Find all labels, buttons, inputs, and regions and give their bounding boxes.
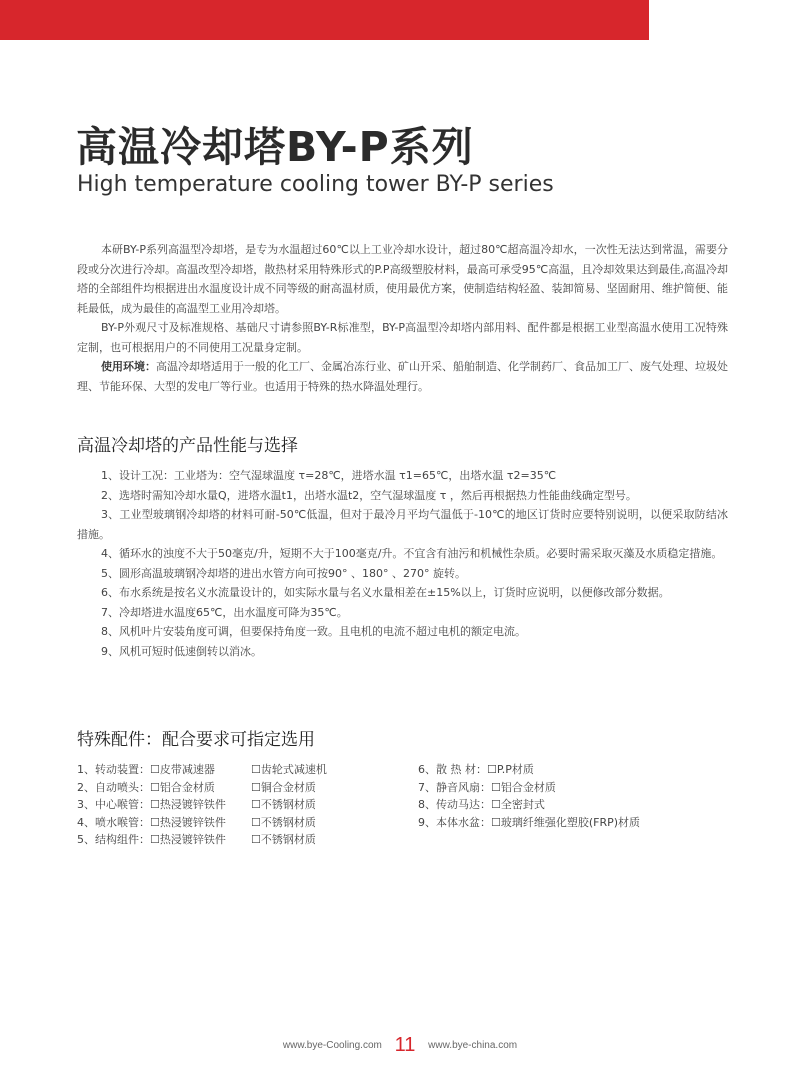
list-item: 2、选塔时需知冷却水量Q，进塔水温t1，出塔水温t2，空气湿球温度 τ ，然后再根据热力性能曲线确定型号。 <box>101 488 637 502</box>
section-title-performance: 高温冷却塔的产品性能与选择 <box>77 436 298 456</box>
accessory-option: 5、结构组件：☐热浸镀锌铁件 <box>77 833 226 846</box>
intro-paragraph: BY-P外观尺寸及标准规格、基础尺寸请参照BY-R标准型，BY-P高温型冷却塔内部用料、配件都是根据工业型高温水使用工况特殊定制，也可根据用户的不同使用工况量身定制。 <box>77 321 728 354</box>
accessory-option: ☐不锈钢材质 <box>251 833 316 846</box>
list-item: 6、散 热 材：☐P.P材质 <box>418 763 534 776</box>
list-item <box>77 831 397 849</box>
accessory-option: ☐不锈钢材质 <box>251 815 316 829</box>
footer-website-left[interactable]: www.bye-Cooling.com <box>282 1040 382 1051</box>
list-item <box>77 779 397 797</box>
accessory-option: 4、喷水喉管：☐热浸镀锌铁件 <box>77 815 226 829</box>
list-item <box>77 796 397 814</box>
list-item: 7、静音风扇：☐铝合金材质 <box>418 780 556 794</box>
intro-section <box>77 240 728 396</box>
page-title: 高温冷却塔BY-P系列 <box>76 123 474 171</box>
accessory-option: ☐不锈钢材质 <box>251 798 316 811</box>
list-item: 9、风机可短时低速倒转以消冰。 <box>101 644 262 658</box>
accessories-list-right <box>418 761 748 831</box>
accessory-option: ☐齿轮式减速机 <box>251 763 327 776</box>
page-footer <box>0 1034 800 1057</box>
accessories-list-left <box>77 761 397 849</box>
intro-paragraph: 本研BY-P系列高温型冷却塔，是专为水温超过60℃以上工业冷却水设计，超过80℃超高温冷却水，一次性无法达到常温，需要分段或分次进行冷却。高温改型冷却塔，散热材采用特殊形式的P.P高级塑胶材料，最高可承受95℃高温，且冷却效果达到最佳,高温冷却塔的全部组件均根据进出水温度设计成不同等级的耐高温材质，使用最优方案，使制造结构轻盈、装卸简易、坚固耐用、维护简便、能耗最低，成为最佳的高温型工业用冷却塔。 <box>77 243 728 315</box>
list-item: 5、圆形高温玻璃钢冷却塔的进出水管方向可按90° 、180° 、270° 旋转。 <box>101 566 466 580</box>
list-item: 1、设计工况：工业塔为：空气湿球温度 τ=28℃，进塔水温 τ1=65℃，出塔水温 τ2=35℃ <box>101 469 557 482</box>
list-item: 8、传动马达：☐全密封式 <box>418 798 545 811</box>
accessory-option: 2、自动喷头：☐铝合金材质 <box>77 780 215 794</box>
list-item: 8、风机叶片安装角度可调，但要保持角度一致。且电机的电流不超过电机的额定电流。 <box>101 625 526 638</box>
usage-label: 使用环境： <box>101 360 156 373</box>
footer-website-right[interactable]: www.bye-china.com <box>428 1040 518 1051</box>
list-item: 9、本体水盆：☐玻璃纤维强化塑胶(FRP)材质 <box>418 815 641 829</box>
section-title-accessories: 特殊配件：配合要求可指定选用 <box>77 730 315 750</box>
performance-list <box>77 466 728 661</box>
list-item: 4、循环水的浊度不大于50毫克/升，短期不大于100毫克/升。不宜含有油污和机械性杂质。必要时需采取灭藻及水质稳定措施。 <box>101 547 723 560</box>
list-item <box>77 814 397 832</box>
accessory-option: 1、转动装置：☐皮带减速器 <box>77 763 215 776</box>
accessory-option: 3、中心喉管：☐热浸镀锌铁件 <box>77 798 226 811</box>
accessory-option: ☐铜合金材质 <box>251 780 316 794</box>
page-number: 11 <box>394 1034 416 1056</box>
list-item: 3、工业型玻璃钢冷却塔的材料可耐-50℃低温，但对于最冷月平均气温低于-10℃的地区订货时应要特别说明，以便采取防结冰措施。 <box>77 508 728 541</box>
usage-text: 高温冷却塔适用于一般的化工厂、金属冶冻行业、矿山开采、船舶制造、化学制药厂、食品加工厂、废气处理、垃圾处理、节能环保、大型的发电厂等行业。也适用于特殊的热水降温处理行。 <box>77 360 728 393</box>
intro-paragraph <box>77 357 728 396</box>
list-item <box>77 761 397 779</box>
header-red-bar <box>0 0 649 40</box>
page-subtitle: High temperature cooling tower BY-P series <box>77 172 554 197</box>
list-item: 7、冷却塔进水温度65℃，出水温度可降为35℃。 <box>101 605 348 619</box>
list-item: 6、布水系统是按名义水流量设计的，如实际水量与名义水量相差在±15%以上，订货时应说明，以便修改部分数据。 <box>101 586 670 599</box>
